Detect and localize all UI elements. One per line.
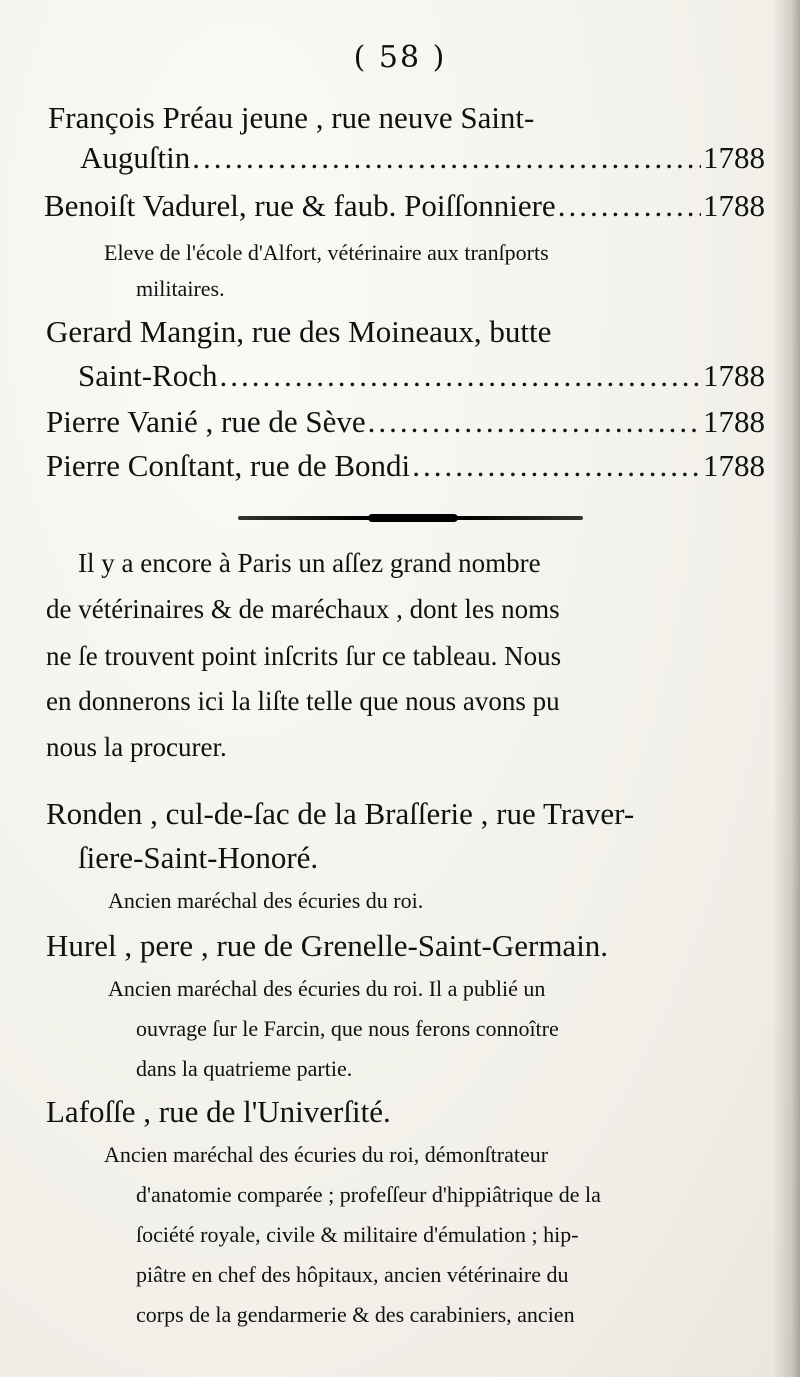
entry-vadurel-name: Benoiſt Vadurel, rue & faub. Poiſſonniere xyxy=(44,188,556,223)
entry-vadurel-note1: Eleve de l'école d'Alfort, vétérinaire aux tranſports xyxy=(104,240,549,265)
entry-vanie xyxy=(46,404,765,440)
entry-vadurel-note2: militaires. xyxy=(136,276,225,301)
entry-preau-line2 xyxy=(80,140,765,176)
paragraph-line-4: en donnerons ici la liſte telle que nous avons pu xyxy=(46,686,560,716)
entry-preau-street: Auguſtin xyxy=(80,140,191,175)
entry-hurel-note2: ouvrage ſur le Farcin, que nous ferons connoître xyxy=(136,1016,559,1041)
entry-hurel-note1: Ancien maréchal des écuries du roi. Il a publié un xyxy=(108,976,546,1001)
entry-constant-name: Pierre Conſtant, rue de Bondi xyxy=(46,448,411,483)
entry-constant-year: 1788 xyxy=(703,448,765,483)
entry-mangin-year: 1788 xyxy=(703,358,765,393)
paragraph-line-3: ne ſe trouvent point inſcrits ſur ce tableau. Nous xyxy=(46,641,562,671)
entry-mangin-line1: Gerard Mangin, rue des Moineaux, butte xyxy=(46,314,552,349)
entry-vanie-name: Pierre Vanié , rue de Sève xyxy=(46,404,366,439)
page-edge-shadow xyxy=(772,0,800,1377)
entry-vadurel-line1 xyxy=(44,188,765,224)
entry-lafosse-note4: piâtre en chef des hôpitaux, ancien vétérinaire du xyxy=(136,1262,569,1287)
leader-dots xyxy=(412,448,701,484)
entry-hurel-note3: dans la quatrieme partie. xyxy=(136,1056,353,1081)
page-number: ( 58 ) xyxy=(353,40,447,75)
entry-mangin-line2 xyxy=(78,358,765,394)
paragraph-line-2: de vétérinaires & de maréchaux , dont les noms xyxy=(46,594,560,624)
leader-dots xyxy=(220,358,702,394)
entry-preau-year: 1788 xyxy=(703,140,765,175)
entry-hurel-line1: Hurel , pere , rue de Grenelle-Saint-Germain. xyxy=(46,928,609,963)
paragraph-line-5: nous la procurer. xyxy=(46,732,227,762)
entry-ronden-line2: ſiere-Saint-Honoré. xyxy=(78,840,319,875)
leader-dots xyxy=(558,188,701,224)
entry-lafosse-note5: corps de la gendarmerie & des carabiniers, ancien xyxy=(136,1302,575,1327)
entry-ronden-line1: Ronden , cul-de-ſac de la Braſſerie , rue Traver- xyxy=(46,796,635,831)
entry-lafosse-note3: ſociété royale, civile & militaire d'émulation ; hip- xyxy=(136,1222,579,1247)
entry-lafosse-note2: d'anatomie comparée ; profeſſeur d'hippiâtrique de la xyxy=(136,1182,601,1207)
section-divider-rule xyxy=(238,516,583,520)
entry-mangin-street: Saint-Roch xyxy=(78,358,218,393)
entry-preau-line1: François Préau jeune , rue neuve Saint- xyxy=(48,100,535,135)
entry-constant xyxy=(46,448,765,484)
entry-lafosse-note1: Ancien maréchal des écuries du roi, démonſtrateur xyxy=(104,1142,549,1167)
entry-ronden-note: Ancien maréchal des écuries du roi. xyxy=(108,888,424,913)
paragraph-line-1: Il y a encore à Paris un aſſez grand nombre xyxy=(78,548,541,578)
entry-vanie-year: 1788 xyxy=(703,404,765,439)
entry-vadurel-year: 1788 xyxy=(703,188,765,223)
leader-dots xyxy=(192,140,701,176)
entry-lafosse-line1: Lafoſſe , rue de l'Univerſité. xyxy=(46,1094,391,1129)
leader-dots xyxy=(368,404,701,440)
